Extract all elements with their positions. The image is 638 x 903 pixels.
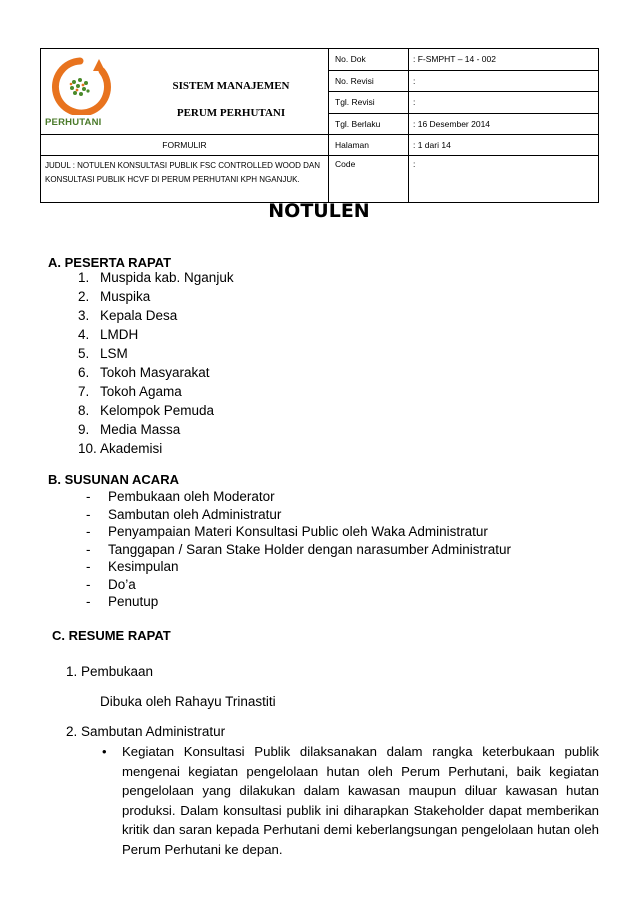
peserta-item-number: 5.	[78, 346, 90, 361]
section-b-heading: B. SUSUNAN ACARA	[48, 472, 179, 487]
peserta-item-text: Media Massa	[100, 422, 181, 437]
acara-item	[86, 577, 136, 592]
dash-icon: -	[86, 594, 91, 609]
acara-item-text: Kesimpulan	[108, 559, 179, 574]
section-a-heading: A. PESERTA RAPAT	[48, 255, 172, 270]
peserta-item-text: LMDH	[100, 327, 139, 342]
acara-item-text: Pembukaan oleh Moderator	[108, 489, 275, 504]
peserta-item-number: 8.	[78, 403, 90, 418]
meta-value-no-dok: : F-SMPHT – 14 - 002	[409, 49, 599, 71]
acara-item-text: Sambutan oleh Administratur	[108, 506, 282, 522]
resume-pembukaan-text: Dibuka oleh Rahayu Trinastiti	[100, 694, 276, 709]
sambutan-paragraph: Kegiatan Konsultasi Publik dilaksanakan dalam rangka keterbukaan publik mengenai kegiatan pengelolaan hutan oleh Perum Perhutani, baik kegiatan pengelolaan yang dilakukan dalam kawasan maupun diluar kawasan hutan produksi. Dalam konsultasi publik ini diharapkan Stakeholder dapat memberikan kritik dan saran kepada Perhutani demi keberlangsungan pengelolaan hutan oleh Perum Perhutani ke depan.	[122, 744, 599, 857]
resume-item-pembukaan: 1. Pembukaan	[66, 664, 154, 679]
dash-icon: -	[86, 506, 91, 522]
peserta-item-text: Tokoh Masyarakat	[100, 365, 210, 380]
meta-value-tgl-berlaku: : 16 Desember 2014	[409, 113, 599, 135]
formulir-label: FORMULIR	[41, 135, 329, 156]
peserta-item	[78, 365, 210, 380]
dash-icon: -	[86, 559, 91, 574]
acara-item	[86, 489, 275, 504]
document-header-table	[40, 48, 599, 203]
acara-item-text: Penutup	[108, 594, 159, 609]
peserta-item-number: 10.	[78, 441, 97, 456]
peserta-item-text: Akademisi	[100, 441, 163, 456]
meta-label-no-revisi: No. Revisi	[329, 70, 409, 92]
logo-text: PERHUTANI	[45, 117, 102, 128]
document-title: NOTULEN	[268, 200, 370, 222]
dash-icon: -	[86, 541, 91, 557]
peserta-item-text: Muspida kab. Nganjuk	[100, 270, 234, 285]
peserta-item-number: 7.	[78, 384, 90, 399]
peserta-item-number: 4.	[78, 327, 90, 342]
meta-label-halaman: Halaman	[329, 135, 409, 156]
peserta-item-number: 3.	[78, 308, 90, 323]
peserta-item	[78, 289, 150, 304]
peserta-item	[78, 422, 180, 437]
peserta-item	[78, 441, 162, 456]
acara-item	[86, 559, 179, 574]
acara-item	[86, 542, 511, 557]
peserta-item-number: 6.	[78, 365, 90, 380]
meta-value-halaman: : 1 dari 14	[409, 135, 599, 156]
acara-item	[86, 524, 488, 539]
meta-value-tgl-revisi: :	[409, 92, 599, 114]
dash-icon: -	[86, 489, 91, 504]
acara-item-text: Tanggapan / Saran Stake Holder dengan narasumber Administratur	[108, 541, 511, 557]
peserta-item	[78, 308, 177, 323]
system-title-line2: PERUM PERHUTANI	[176, 107, 286, 119]
section-c-heading: C. RESUME RAPAT	[52, 628, 171, 643]
peserta-item-number: 1.	[78, 270, 90, 285]
meta-label-tgl-berlaku: Tgl. Berlaku	[329, 113, 409, 135]
meta-value-no-revisi: :	[409, 70, 599, 92]
bullet-icon: •	[102, 744, 107, 759]
acara-item-text: Penyampaian Materi Konsultasi Public oleh Waka Administratur	[108, 524, 488, 539]
peserta-item	[78, 346, 128, 361]
peserta-item	[78, 403, 214, 418]
code-value: :	[409, 156, 599, 203]
peserta-item-text: Tokoh Agama	[100, 384, 182, 399]
peserta-item-number: 2.	[78, 289, 90, 304]
resume-item-sambutan: 2. Sambutan Administratur	[66, 724, 226, 739]
peserta-item-text: Kepala Desa	[100, 308, 178, 323]
peserta-item	[78, 384, 182, 399]
peserta-item-text: Muspika	[100, 289, 151, 304]
peserta-item-text: Kelompok Pemuda	[100, 403, 215, 418]
dash-icon: -	[86, 576, 91, 592]
system-title-line1: SISTEM MANAJEMEN	[172, 80, 290, 92]
acara-item	[86, 594, 158, 609]
meta-label-tgl-revisi: Tgl. Revisi	[329, 92, 409, 114]
logo-cell	[41, 49, 329, 135]
judul-cell: JUDUL : NOTULEN KONSULTASI PUBLIK FSC CONTROLLED WOOD DAN KONSULTASI PUBLIK HCVF DI PERUM PERHUTANI KPH NGANJUK.	[41, 156, 329, 203]
peserta-item-number: 9.	[78, 422, 90, 437]
dash-icon: -	[86, 524, 91, 539]
peserta-item	[78, 327, 138, 342]
peserta-item	[78, 270, 234, 285]
system-title	[151, 73, 311, 127]
peserta-item-text: LSM	[100, 346, 128, 361]
code-label: Code	[329, 156, 409, 203]
acara-item	[86, 507, 281, 522]
acara-item-text: Do’a	[108, 576, 136, 592]
perhutani-logo-icon	[47, 55, 113, 115]
meta-label-no-dok: No. Dok	[329, 49, 409, 71]
